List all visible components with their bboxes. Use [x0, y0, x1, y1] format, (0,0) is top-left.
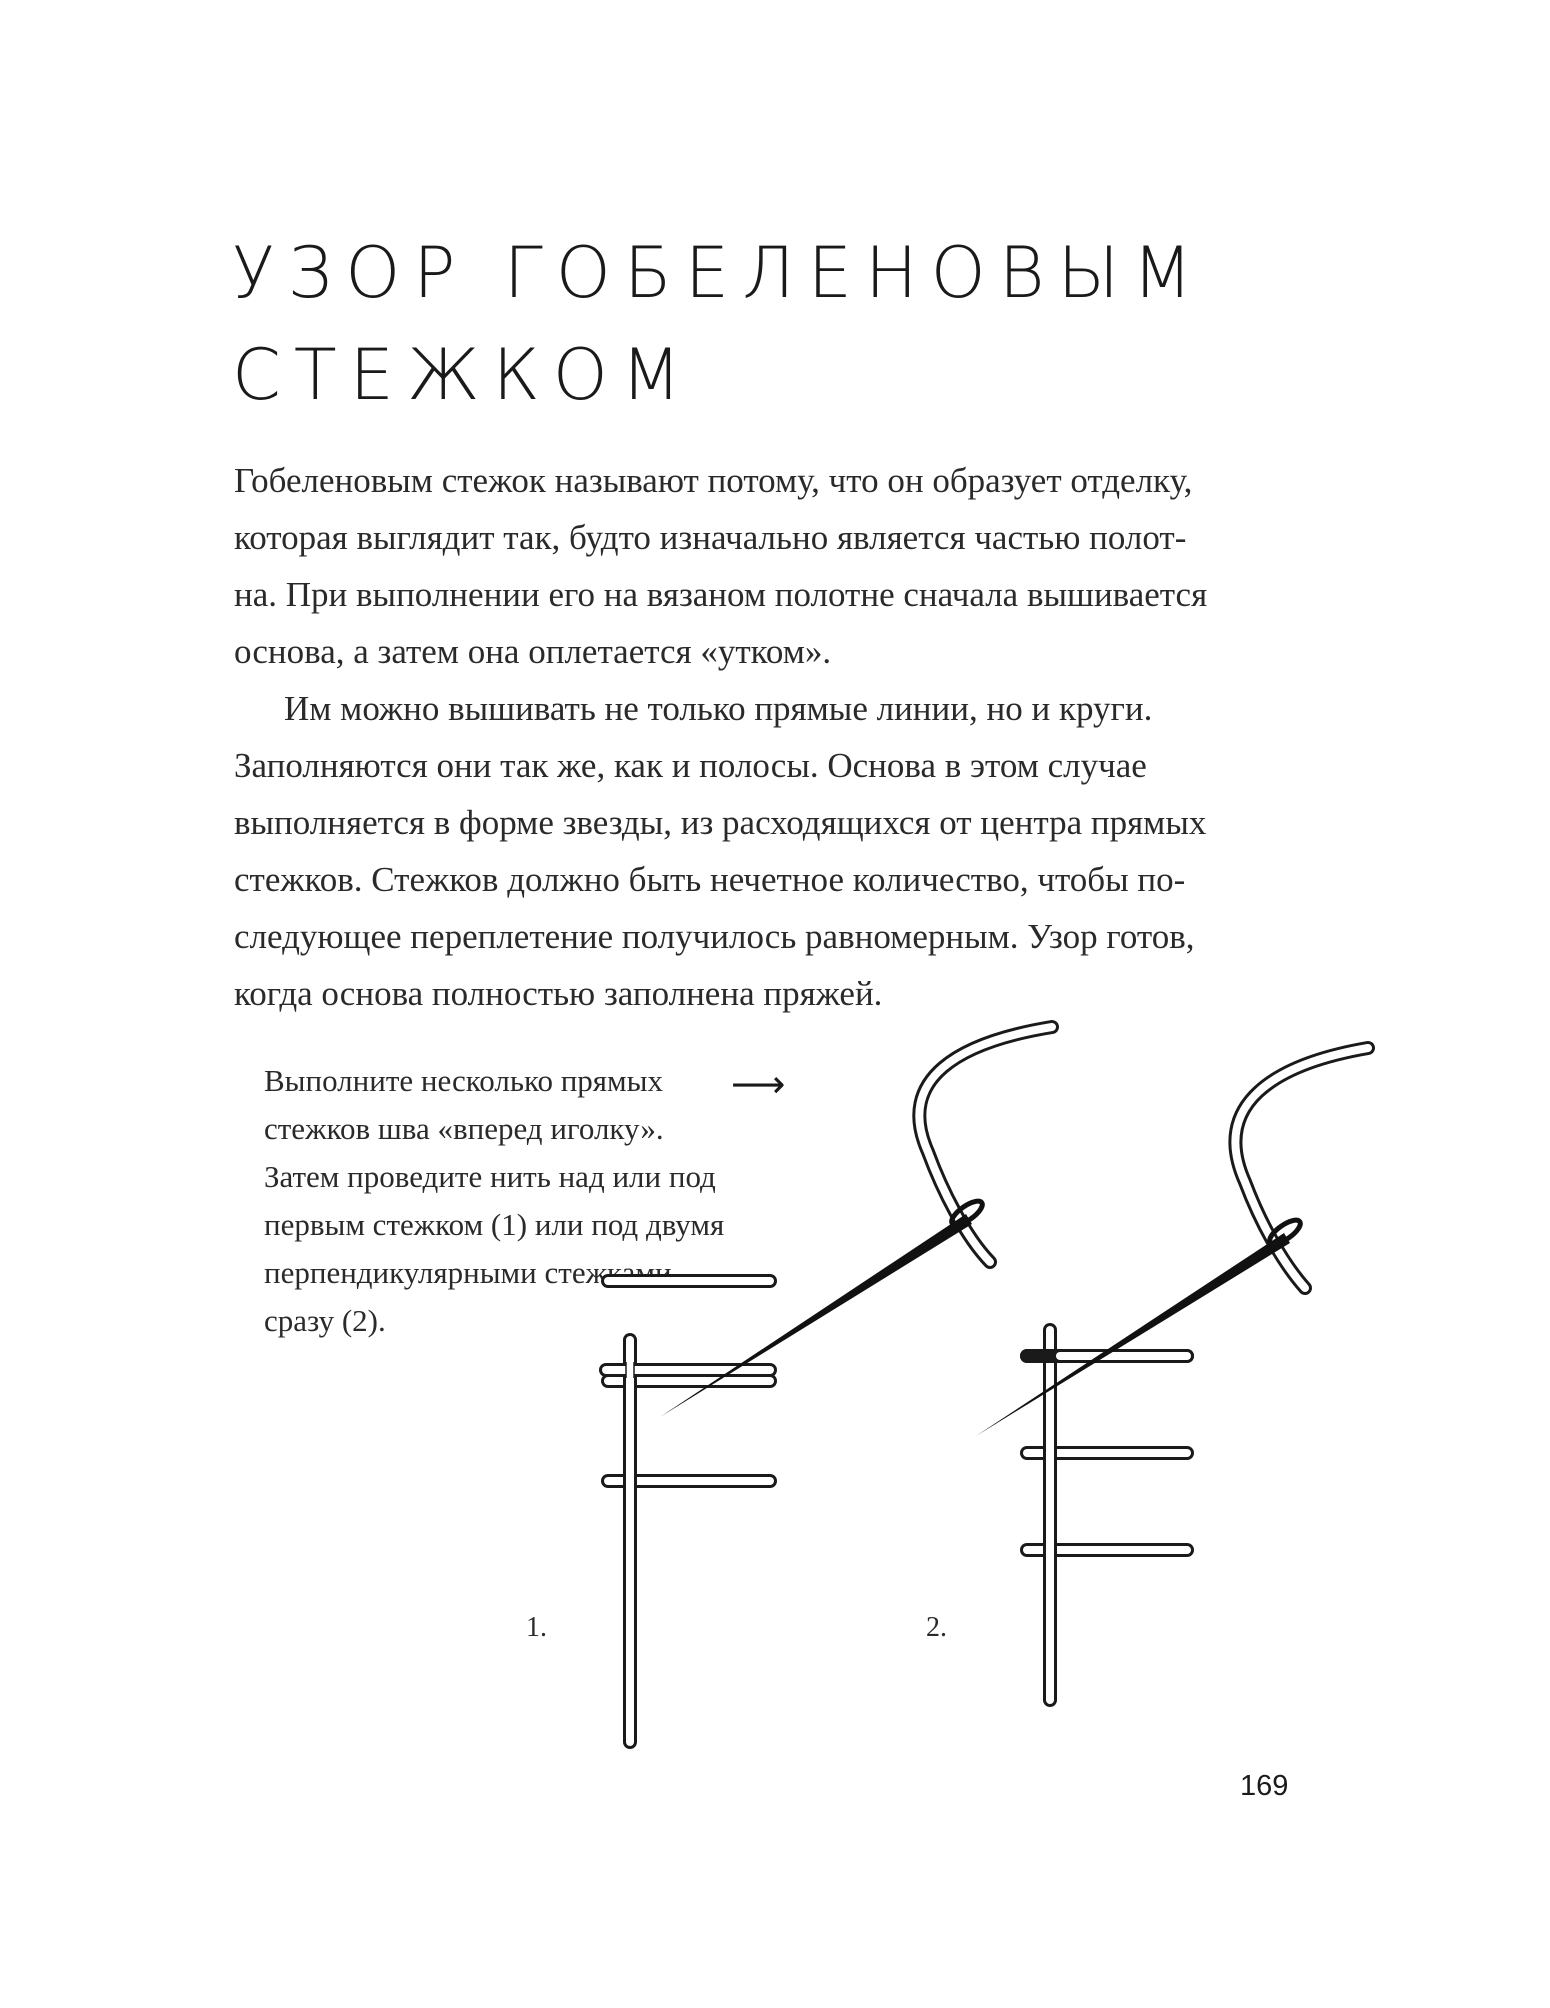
figure-2-stitches — [976, 1048, 1368, 1700]
paragraph-2-line: следующее переплетение получилось равномерным. Узор готов, — [234, 917, 1195, 956]
paragraph-2-line: стежков. Стежков должно быть нечетное количество, чтобы по- — [234, 860, 1186, 899]
arrow-right-icon: ⟶ — [731, 1062, 786, 1106]
instruction-line: первым стежком (1) или под двумя — [264, 1207, 725, 1242]
title-line-1: УЗОР ГОБЕЛЕНОВЫМ — [232, 232, 1206, 314]
paragraph-1-line: Гобеленовым стежок называют потому, что он образует отделку, — [234, 461, 1193, 500]
paragraph-1-line: на. При выполнении его на вязаном полотне сначала вышивается — [234, 575, 1208, 614]
instruction-line: Затем проведите нить над или под — [264, 1159, 716, 1194]
figure-1-stitches — [606, 1027, 1052, 1742]
page-number: 169 — [1240, 1770, 1289, 1802]
figure-1-label: 1. — [526, 1612, 547, 1643]
thread — [919, 1027, 1052, 1262]
paragraph-2-line: Им можно вышивать не только прямые линии, но и круги. — [284, 689, 1153, 728]
instruction-line: сразу (2). — [264, 1303, 386, 1338]
title-line-2: СТЕЖКОМ — [232, 334, 695, 416]
paragraph-1-line: основа, а затем она оплетается «утком». — [234, 632, 832, 671]
figure-2-label: 2. — [926, 1612, 947, 1643]
needle-icon — [976, 1216, 1304, 1436]
paragraph-2-line: выполняется в форме звезды, из расходящихся от центра прямых — [234, 803, 1207, 842]
paragraph-2-line: Заполняются они так же, как и полосы. Основа в этом случае — [234, 746, 1147, 785]
paragraph-1-line: которая выглядит так, будто изначально является частью полот- — [234, 518, 1187, 557]
instruction-line: перпендикулярными стежками — [264, 1255, 672, 1290]
instruction-line: стежков шва «вперед иголку». — [264, 1111, 664, 1146]
paragraph-2-line: когда основа полностью заполнена пряжей. — [234, 974, 883, 1013]
instruction-line: Выполните несколько прямых — [264, 1063, 663, 1098]
